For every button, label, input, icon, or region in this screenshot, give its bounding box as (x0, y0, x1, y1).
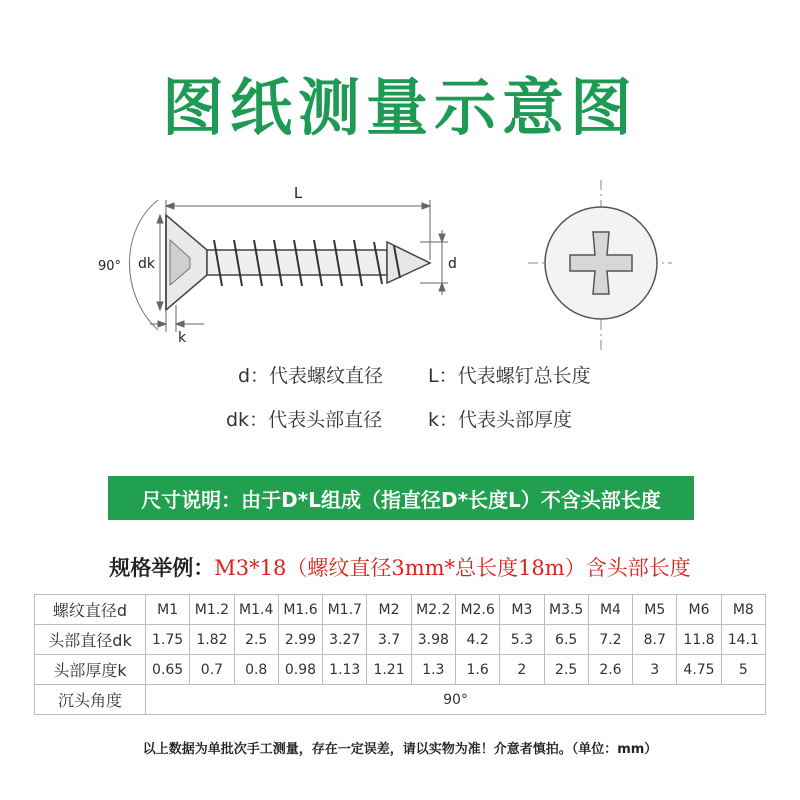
legend-dk: dk：代表头部直径 (226, 409, 383, 431)
table-cell: 1.6 (455, 655, 499, 685)
table-cell: 1.13 (323, 655, 367, 685)
spec-example-value: M3*18（螺纹直径3mm*总长度18m）含头部长度 (214, 556, 691, 580)
label-k: k (178, 330, 187, 346)
table-row-angle (35, 685, 766, 715)
screw-side-view (166, 215, 430, 310)
table-row (35, 625, 766, 655)
table-cell: 0.65 (146, 655, 190, 685)
table-cell: M1.7 (323, 595, 367, 625)
table-cell: M2.2 (411, 595, 455, 625)
table-cell: M8 (721, 595, 765, 625)
table-cell: M5 (633, 595, 677, 625)
table-cell: 1.82 (190, 625, 234, 655)
table-row (35, 595, 766, 625)
label-L: L (293, 184, 303, 202)
screw-top-view (528, 180, 672, 350)
table-cell: 0.8 (234, 655, 278, 685)
table-cell: 3.27 (323, 625, 367, 655)
table-cell: 3.7 (367, 625, 411, 655)
table-cell: 4.2 (455, 625, 499, 655)
table-cell: M6 (677, 595, 721, 625)
table-cell: 5 (721, 655, 765, 685)
table-cell: M1 (146, 595, 190, 625)
table-cell: 1.75 (146, 625, 190, 655)
table-cell: M2 (367, 595, 411, 625)
table-cell: 2.6 (588, 655, 632, 685)
table-cell: M1.2 (190, 595, 234, 625)
table-cell: 6.5 (544, 625, 588, 655)
spec-table (34, 594, 766, 715)
angle-value-cell: 90° (146, 685, 766, 715)
row-header: 螺纹直径d (35, 595, 146, 625)
table-cell: M2.6 (455, 595, 499, 625)
table-cell: 0.7 (190, 655, 234, 685)
table-cell: 2.5 (234, 625, 278, 655)
dimension-k (150, 305, 204, 332)
table-cell: 2 (500, 655, 544, 685)
page-title: 图纸测量示意图 (161, 71, 638, 144)
table-row (35, 655, 766, 685)
label-d-side: d (448, 256, 457, 272)
table-cell: 4.75 (677, 655, 721, 685)
footnote: 以上数据为单批次手工测量，存在一定误差，请以实物为准！介意者慎拍。（单位：mm） (142, 742, 658, 757)
table-cell: 7.2 (588, 625, 632, 655)
table-cell: 0.98 (278, 655, 322, 685)
table-cell: 14.1 (721, 625, 765, 655)
row-header: 沉头角度 (35, 685, 146, 715)
table-cell: M1.4 (234, 595, 278, 625)
dimension-dk (157, 215, 163, 310)
row-header: 头部厚度k (35, 655, 146, 685)
table-cell: 2.99 (278, 625, 322, 655)
table-cell: M1.6 (278, 595, 322, 625)
label-dk: dk (138, 256, 155, 272)
table-cell: 11.8 (677, 625, 721, 655)
table-cell: 5.3 (500, 625, 544, 655)
size-note-banner: 尺寸说明：由于D*L组成（指直径D*长度L）不含头部长度 (108, 476, 694, 520)
table-cell: M3.5 (544, 595, 588, 625)
table-cell: 2.5 (544, 655, 588, 685)
table-cell: M3 (500, 595, 544, 625)
table-cell: 1.3 (411, 655, 455, 685)
table-cell: 8.7 (633, 625, 677, 655)
spec-example (0, 552, 800, 582)
table-cell: 3 (633, 655, 677, 685)
screw-diagram (0, 170, 800, 360)
legend-L: L：代表螺钉总长度 (428, 365, 591, 387)
table-cell: 3.98 (411, 625, 455, 655)
legend-d: d：代表螺纹直径 (238, 365, 384, 387)
spec-example-label: 规格举例： (109, 556, 215, 580)
table-cell: 1.21 (367, 655, 411, 685)
legend-k: k：代表头部厚度 (428, 409, 573, 431)
row-header: 头部直径dk (35, 625, 146, 655)
table-cell: M4 (588, 595, 632, 625)
label-angle: 90° (98, 259, 122, 274)
